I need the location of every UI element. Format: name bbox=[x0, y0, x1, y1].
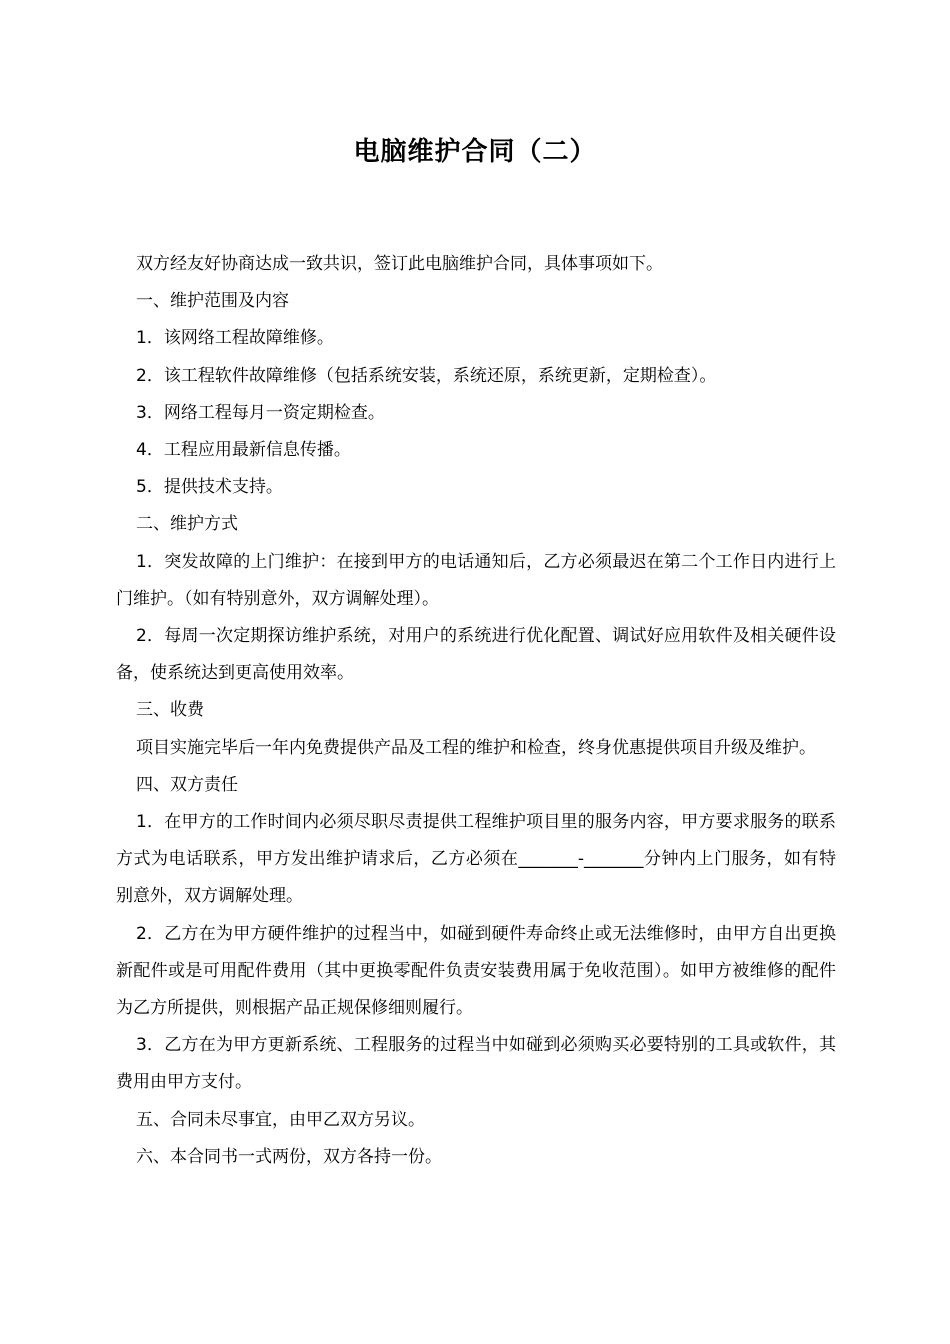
method-item-1: 1．突发故障的上门维护：在接到甲方的电话通知后，乙方必须最迟在第二个工作日内进行上门维护。（如有特别意外，双方调解处理）。 bbox=[116, 551, 836, 609]
section-heading-method: 二、维护方式 bbox=[136, 514, 238, 535]
responsibility-item-3: 3．乙方在为甲方更新系统、工程服务的过程当中如碰到必须购买必要特别的工具或软件，其费用由甲方支付。 bbox=[116, 1035, 836, 1093]
responsibility-item-1: 1．在甲方的工作时间内必须尽职尽责提供工程维护项目里的服务内容，甲方要求服务的联系方式为电话联系，甲方发出维护请求后，乙方必须在_______-_______分钟内上门服务，如有特别意外，双方调解处理。 bbox=[116, 812, 836, 907]
fees-paragraph: 项目实施完毕后一年内免费提供产品及工程的维护和检查，终身优惠提供项目升级及维护。 bbox=[136, 737, 816, 758]
scope-item-4: 4．工程应用最新信息传播。 bbox=[136, 440, 351, 461]
intro-paragraph: 双方经友好协商达成一致共识，签订此电脑维护合同，具体事项如下。 bbox=[136, 254, 663, 274]
scope-item-3: 3．网络工程每月一资定期检查。 bbox=[136, 402, 385, 423]
section-heading-fees: 三、收费 bbox=[136, 700, 204, 721]
clause-six: 六、本合同书一式两份，双方各持一份。 bbox=[136, 1146, 442, 1167]
method-item-2: 2．每周一次定期探访维护系统，对用户的系统进行优化配置、调试好应用软件及相关硬件设备，使系统达到更高使用效率。 bbox=[116, 626, 836, 684]
section-heading-scope: 一、维护范围及内容 bbox=[136, 291, 289, 312]
document-title: 电脑维护合同（二） bbox=[353, 137, 597, 167]
responsibility-item-2: 2．乙方在为甲方硬件维护的过程当中，如碰到硬件寿命终止或无法维修时，由甲方自出更换新配件或是可用配件费用（其中更换零配件负责安装费用属于免收范围）。如甲方被维修的配件为乙方所提供，则根据产品正规保修细则履行。 bbox=[116, 923, 836, 1019]
section-heading-responsibilities: 四、双方责任 bbox=[136, 774, 238, 795]
scope-item-1: 1．该网络工程故障维修。 bbox=[136, 328, 334, 349]
scope-item-5: 5．提供技术支持。 bbox=[136, 477, 283, 498]
document-body bbox=[116, 246, 836, 1176]
scope-item-2: 2．该工程软件故障维修（包括系统安装，系统还原，系统更新，定期检查）。 bbox=[136, 365, 717, 386]
clause-five: 五、合同未尽事宜，由甲乙双方另议。 bbox=[136, 1109, 425, 1130]
